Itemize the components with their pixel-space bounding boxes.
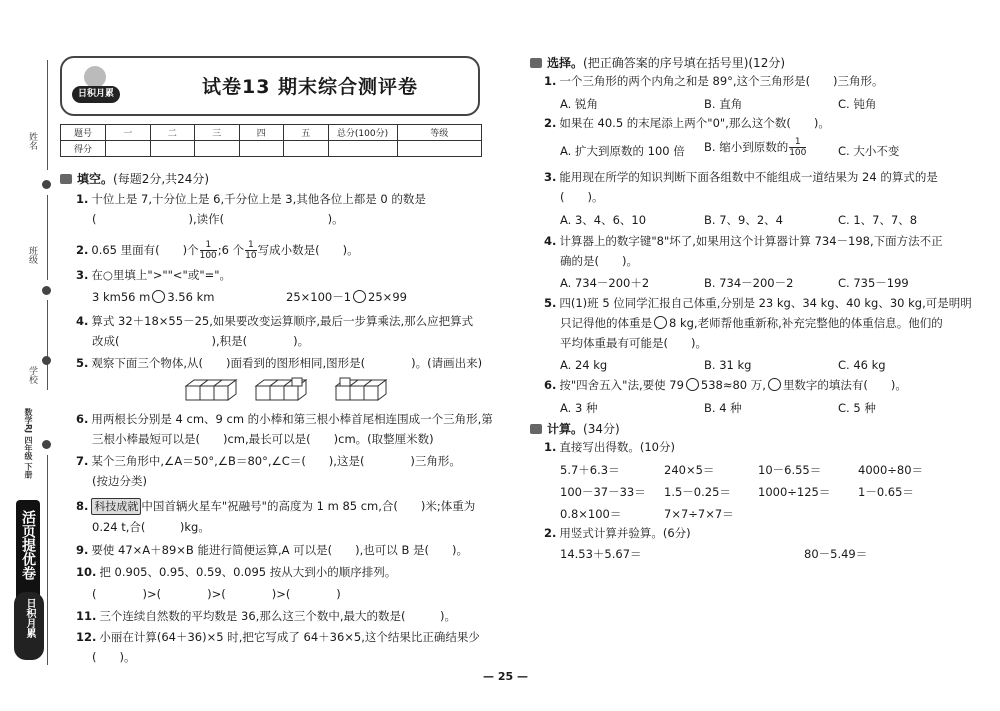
binding-dot xyxy=(42,440,51,449)
choice-question-4 xyxy=(544,234,943,249)
compare-circle[interactable] xyxy=(353,290,366,303)
calc-part-1 xyxy=(544,440,675,455)
table-cell[interactable] xyxy=(239,141,284,157)
margin-logo-text: 日积月累 xyxy=(24,598,35,638)
question-number: 11. xyxy=(76,609,97,623)
table-cell: 题号 xyxy=(61,125,106,141)
blank-circle[interactable] xyxy=(654,316,667,329)
question-number: 2. xyxy=(76,243,89,257)
question-1-line2[interactable]: ( ),读作( )。 xyxy=(92,212,344,226)
option-b[interactable]: B. 缩小到原数的 $\frac{1}{100}$ xyxy=(704,137,807,158)
question-number: 4. xyxy=(76,314,89,328)
table-cell[interactable] xyxy=(150,141,195,157)
question-10-blanks[interactable]: ( )>( )>( )>( ) xyxy=(92,587,341,601)
question-text: 算式 32＋18×55－25,如果要改变运算顺序,最后一步算乘法,那么应把算式 xyxy=(91,314,474,328)
section-icon xyxy=(530,58,542,68)
section-icon xyxy=(60,174,72,184)
class-line xyxy=(47,195,48,280)
calc-item[interactable]: 1.5－0.25＝ xyxy=(664,485,731,499)
question-text: 一个三角形的两个内角之和是 89°,这个三角形是( )三角形。 xyxy=(559,74,884,88)
table-cell: 二 xyxy=(150,125,195,141)
calc-item[interactable]: 0.8×100＝ xyxy=(560,507,622,521)
table-row xyxy=(61,125,482,141)
question-number: 6. xyxy=(544,378,557,392)
page-number: — 25 — xyxy=(483,670,528,683)
score-table xyxy=(60,124,482,157)
option-c[interactable]: C. 钝角 xyxy=(838,97,877,111)
school-line xyxy=(47,300,48,390)
topic-tag: 科技成就 xyxy=(91,498,141,515)
margin-line xyxy=(47,455,48,665)
question-number: 4. xyxy=(544,234,557,248)
question-number: 6. xyxy=(76,412,89,426)
fraction: $\frac{1}{10}$ xyxy=(245,240,257,261)
school-label: 学校 xyxy=(27,366,37,384)
question-text: 十位上是 7,十分位上是 6,千分位上是 3,其他各位上都是 0 的数是 xyxy=(91,192,426,206)
question-text: 某个三角形中,∠A＝50°,∠B＝80°,∠C＝( ),这是( )三角形。 xyxy=(91,454,461,468)
sun-icon xyxy=(84,66,106,88)
question-number: 2. xyxy=(544,526,557,540)
calc-item[interactable]: 5.7＋6.3＝ xyxy=(560,463,620,477)
option-b[interactable]: B. 31 kg xyxy=(704,358,752,372)
calc-item[interactable]: 100－37－33＝ xyxy=(560,485,646,499)
calc-item[interactable]: 7×7÷7×7＝ xyxy=(664,507,734,521)
question-text: 把 0.905、0.95、0.59、0.095 按从大到小的顺序排列。 xyxy=(99,565,397,579)
option-a[interactable]: A. 锐角 xyxy=(560,97,598,111)
section-label: 填空。 xyxy=(77,172,114,186)
section-choice xyxy=(530,54,785,71)
question-number: 5. xyxy=(544,296,557,310)
section-label: 计算。 xyxy=(547,422,584,436)
question-number: 10. xyxy=(76,565,97,579)
question-7 xyxy=(76,454,461,469)
choice-question-5-line3[interactable]: 平均体重最有可能是( )。 xyxy=(560,336,707,350)
option-a[interactable]: A. 3、4、6、10 xyxy=(560,213,647,227)
compare-circle[interactable] xyxy=(152,290,165,303)
table-cell: 等级 xyxy=(397,125,482,141)
section-calculation xyxy=(530,420,620,437)
question-text: 中国首辆火星车"祝融号"的高度为 1 m 85 cm,合( )米;体重为 xyxy=(141,499,476,513)
question-text: 用竖式计算并验算。(6分) xyxy=(559,526,691,540)
question-5 xyxy=(76,356,482,371)
calc-item[interactable]: 4000÷80＝ xyxy=(858,463,924,477)
question-text: 如果在 40.5 的末尾添上两个"0",那么这个数( )。 xyxy=(559,116,830,130)
table-cell: 总分(100分) xyxy=(328,125,397,141)
question-text: 0.65 里面有( )个 xyxy=(91,243,199,257)
choice-question-3 xyxy=(544,170,938,185)
margin-logo xyxy=(14,592,44,660)
question-3-compare-b: 25×100－1 25×99 xyxy=(286,290,407,304)
table-row xyxy=(61,141,482,157)
choice-question-5 xyxy=(544,296,972,311)
title-box xyxy=(60,56,480,116)
question-9 xyxy=(76,543,468,558)
question-text: 写成小数是( )。 xyxy=(257,243,359,257)
question-number: 5. xyxy=(76,356,89,370)
table-cell[interactable] xyxy=(195,141,240,157)
table-cell[interactable] xyxy=(106,141,151,157)
question-number: 1. xyxy=(544,440,557,454)
binding-dot xyxy=(42,180,51,189)
question-4 xyxy=(76,314,473,329)
logo xyxy=(72,66,120,104)
table-cell: 一 xyxy=(106,125,151,141)
table-cell[interactable] xyxy=(284,141,329,157)
calc-item[interactable]: 80－5.49＝ xyxy=(804,547,868,561)
fraction: $\frac{1}{100}$ xyxy=(199,240,217,261)
question-text: 能用现在所学的知识判断下面各组数中不能组成一道结果为 24 的算式的是 xyxy=(559,170,938,184)
section-fill-blank xyxy=(60,170,209,187)
brand-title: 活页提优卷 xyxy=(20,510,36,580)
table-cell: 四 xyxy=(239,125,284,141)
name-label: 姓名 xyxy=(27,132,37,150)
question-text: 直接写出得数。(10分) xyxy=(559,440,675,454)
calc-item[interactable]: 1－0.65＝ xyxy=(858,485,914,499)
fraction: $\frac{1}{100}$ xyxy=(789,137,807,158)
binding-dot xyxy=(42,286,51,295)
question-number: 3. xyxy=(76,268,89,282)
table-cell: 得分 xyxy=(61,141,106,157)
question-number: 8. xyxy=(76,499,89,513)
calc-item[interactable]: 10－6.55＝ xyxy=(758,463,822,477)
section-label: 选择。 xyxy=(547,56,584,70)
page-title: 试卷13 期末综合测评卷 xyxy=(202,76,419,98)
choice-question-5-line2: 只记得他的体重是 8 kg,老师帮他重新称,补充完整他的体重信息。他们的 xyxy=(560,316,943,330)
table-cell: 五 xyxy=(284,125,329,141)
question-number: 3. xyxy=(544,170,557,184)
choice-question-1 xyxy=(544,74,884,89)
cube-figure-3 xyxy=(334,376,396,402)
question-number: 7. xyxy=(76,454,89,468)
table-cell[interactable] xyxy=(328,141,397,157)
choice-question-2 xyxy=(544,116,830,131)
question-1 xyxy=(76,192,426,207)
question-6 xyxy=(76,412,493,427)
question-8-line2[interactable]: 0.24 t,合( )kg。 xyxy=(92,520,210,534)
question-text: 计算器上的数字键"8"坏了,如果用这个计算器计算 734－198,下面方法不正 xyxy=(559,234,943,248)
option-b[interactable]: B. 4 种 xyxy=(704,401,742,415)
question-text: 要使 47×A＋89×B 能进行简便运算,A 可以是( ),也可以 B 是( )。 xyxy=(91,543,468,557)
question-text: ;6 个 xyxy=(217,243,245,257)
question-text: 小丽在计算(64＋36)×5 时,把它写成了 64＋36×5,这个结果比正确结果少 xyxy=(99,630,480,644)
option-a[interactable]: A. 24 kg xyxy=(560,358,608,372)
question-2 xyxy=(76,240,359,261)
option-c[interactable]: C. 5 种 xyxy=(838,401,876,415)
calc-part-2 xyxy=(544,526,691,541)
blank-circle xyxy=(768,378,781,391)
logo-badge: 日积月累 xyxy=(72,86,120,103)
question-6-line2[interactable]: 三根小棒最短可以是( )cm,最长可以是( )cm。(取整厘米数) xyxy=(92,432,434,446)
question-text: 三个连续自然数的平均数是 36,那么这三个数中,最大的数是( )。 xyxy=(99,609,456,623)
question-10 xyxy=(76,565,396,580)
cube-figure-1 xyxy=(184,376,246,402)
section-note: (每题2分,共24分) xyxy=(113,172,210,186)
blank-circle[interactable] xyxy=(686,378,699,391)
section-note: (34分) xyxy=(583,422,620,436)
calc-item[interactable]: 240×5＝ xyxy=(664,463,715,477)
question-text: 观察下面三个物体,从( )面看到的图形相同,图形是( )。(请画出来) xyxy=(91,356,483,370)
question-text: 四(1)班 5 位同学汇报自己体重,分别是 23 kg、34 kg、40 kg、30 kg,可是明明 xyxy=(559,296,972,310)
choice-question-6: 6. 按"四舍五入"法,要使 79 538≈80 万, 里数字的填法有( )。 xyxy=(544,378,907,392)
cube-figure-2 xyxy=(254,376,316,402)
choice-question-4-line2[interactable]: 确的是( )。 xyxy=(560,254,638,268)
question-11 xyxy=(76,609,456,624)
question-number: 2. xyxy=(544,116,557,130)
option-c[interactable]: C. 1、7、7、8 xyxy=(838,213,918,227)
calc-item[interactable]: 14.53＋5.67＝ xyxy=(560,547,642,561)
question-text: 在○里填上">""<"或"="。 xyxy=(91,268,232,282)
question-number: 1. xyxy=(544,74,557,88)
table-cell: 三 xyxy=(195,125,240,141)
section-icon xyxy=(530,424,542,434)
calc-item[interactable]: 1000÷125＝ xyxy=(758,485,831,499)
question-3 xyxy=(76,268,231,283)
question-number: 12. xyxy=(76,630,97,644)
class-label: 班级 xyxy=(27,246,37,264)
question-7-line2: (按边分类) xyxy=(92,474,147,488)
option-c[interactable]: C. 大小不变 xyxy=(838,144,900,158)
question-number: 9. xyxy=(76,543,89,557)
table-cell[interactable] xyxy=(397,141,482,157)
section-note: (把正确答案的序号填在括号里)(12分) xyxy=(583,56,786,70)
question-12-line2[interactable]: ( )。 xyxy=(92,650,136,664)
question-8 xyxy=(76,498,475,515)
option-b[interactable]: B. 734－200－2 xyxy=(704,276,794,290)
binding-dot xyxy=(42,356,51,365)
choice-question-3-line2[interactable]: ( )。 xyxy=(560,190,604,204)
option-c[interactable]: C. 46 kg xyxy=(838,358,886,372)
option-b[interactable]: B. 7、9、2、4 xyxy=(704,213,783,227)
question-number: 1. xyxy=(76,192,89,206)
option-a[interactable]: A. 3 种 xyxy=(560,401,598,415)
option-b[interactable]: B. 直角 xyxy=(704,97,743,111)
option-a[interactable]: A. 734－200＋2 xyxy=(560,276,650,290)
question-4-line2[interactable]: 改成( ),积是( )。 xyxy=(92,334,310,348)
question-12 xyxy=(76,630,480,645)
question-text: 用两根长分别是 4 cm、9 cm 的小棒和第三根小棒首尾相连围成一个三角形,第 xyxy=(91,412,493,426)
name-line xyxy=(47,60,48,170)
option-a[interactable]: A. 扩大到原数的 100 倍 xyxy=(560,144,685,158)
edition-label: 数学RJ 四年级 下册 xyxy=(24,408,33,479)
question-3-compare-a: 3 km56 m 3.56 km xyxy=(92,290,215,304)
option-c[interactable]: C. 735－199 xyxy=(838,276,909,290)
